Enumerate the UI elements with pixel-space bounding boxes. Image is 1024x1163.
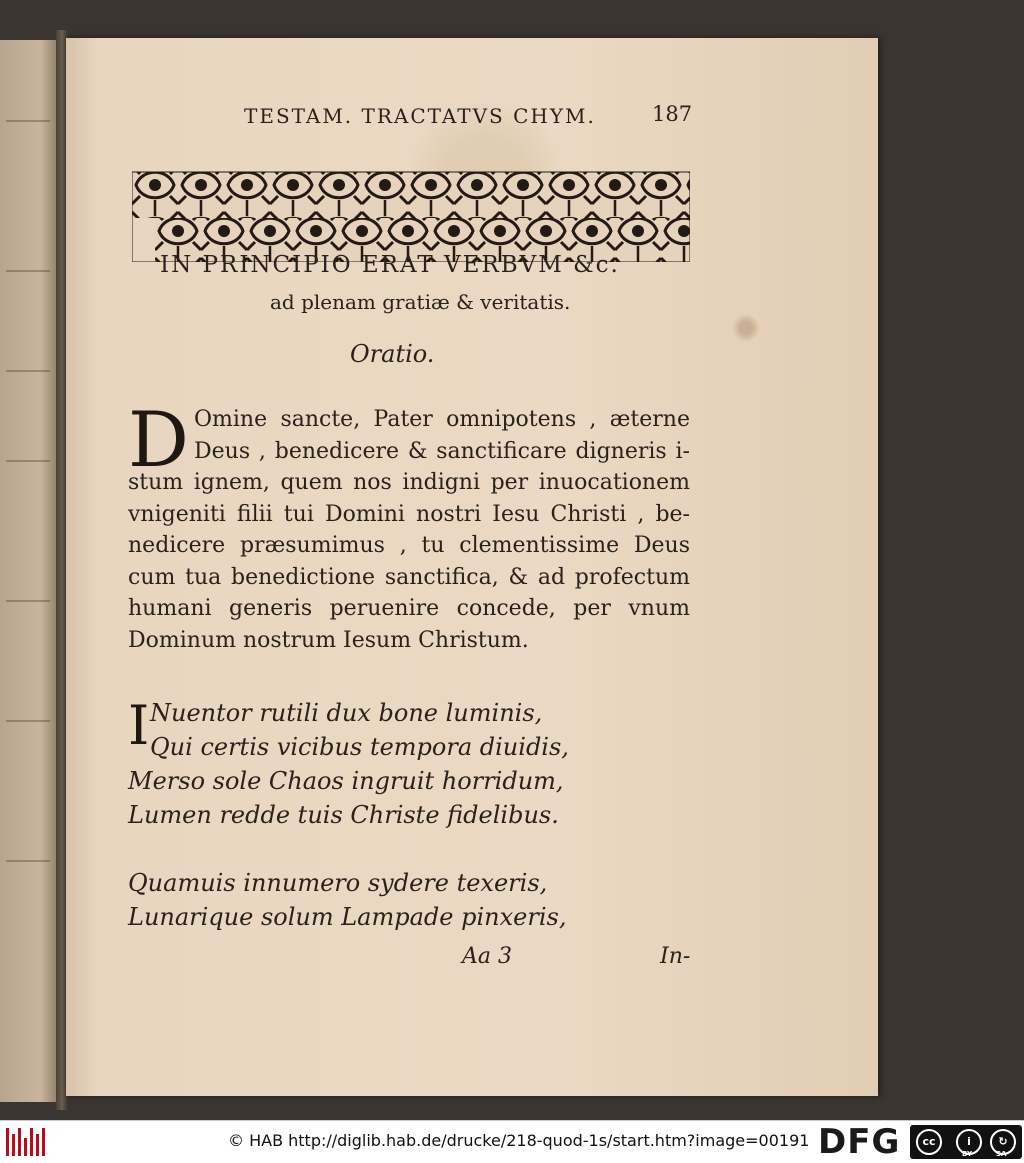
verse-line: Quamuis innumero sydere texeris, [128,869,548,897]
printers-ornament-band [132,162,690,262]
verse-initial: I [128,694,150,757]
prose-line: nedicere præsumimus , tu clementissime Deus [128,533,690,558]
verse-line: Merso sole Chaos ingruit horridum, [128,767,564,795]
prose-line: humani generis peruenire concede, per vnum [128,596,690,621]
license-label-by: BY [962,1150,973,1158]
cc-icon: cc [916,1129,942,1155]
chapter-heading: IN PRINCIPIO ERAT VERBVM &c. [160,252,620,278]
facing-page-edge [0,40,58,1102]
prayer-text [128,395,690,656]
by-icon: i [956,1129,982,1155]
prose-line: Deus , benedicere & sanctificare digneris i- [194,438,690,464]
prose-line: Dominum nostrum Iesum Christum. [128,627,529,653]
drop-capital: D [128,395,189,484]
copyright-credit-link[interactable]: © HAB http://diglib.hab.de/drucke/218-quod-1s/start.htm?image=00191 [228,1131,810,1150]
license-label-sa: SA [996,1150,1007,1158]
viewer-footer [0,1120,1024,1163]
page-number: 187 [652,102,693,126]
cc-license-badge[interactable] [910,1125,1022,1159]
book-page [66,38,878,1096]
catchword: In- [660,944,691,969]
signature-mark: Aa 3 [462,944,512,969]
verse-line: Lunarique solum Lampade pinxeris, [128,903,567,931]
hab-logo-icon [6,1128,44,1156]
sa-icon: ↻ [990,1129,1016,1155]
verse-line: Qui certis vicibus tempora diuidis, [150,733,569,761]
section-title: Oratio. [350,340,435,368]
verse-line: Lumen redde tuis Christe fidelibus. [128,801,559,829]
prose-line: vnigeniti filii tui Domini nostri Iesu Christi , be- [128,501,690,527]
prose-line: Omine sancte, Pater omnipotens , æterne [194,407,690,432]
hymn-stanza-2 [128,866,648,934]
prose-line: stum ignem, quem nos indigni per inuocationem [128,470,690,495]
verse-line: Nuentor rutili dux bone luminis, [150,699,543,727]
chapter-subheading: ad plenam gratiæ & veritatis. [270,290,571,314]
hymn-stanza-1 [128,696,648,832]
running-head: TESTAM. TRACTATVS CHYM. [244,104,596,128]
dfg-logo: DFG [818,1122,901,1162]
prose-line: cum tua benedictione sanctifica, & ad profectum [128,564,690,590]
